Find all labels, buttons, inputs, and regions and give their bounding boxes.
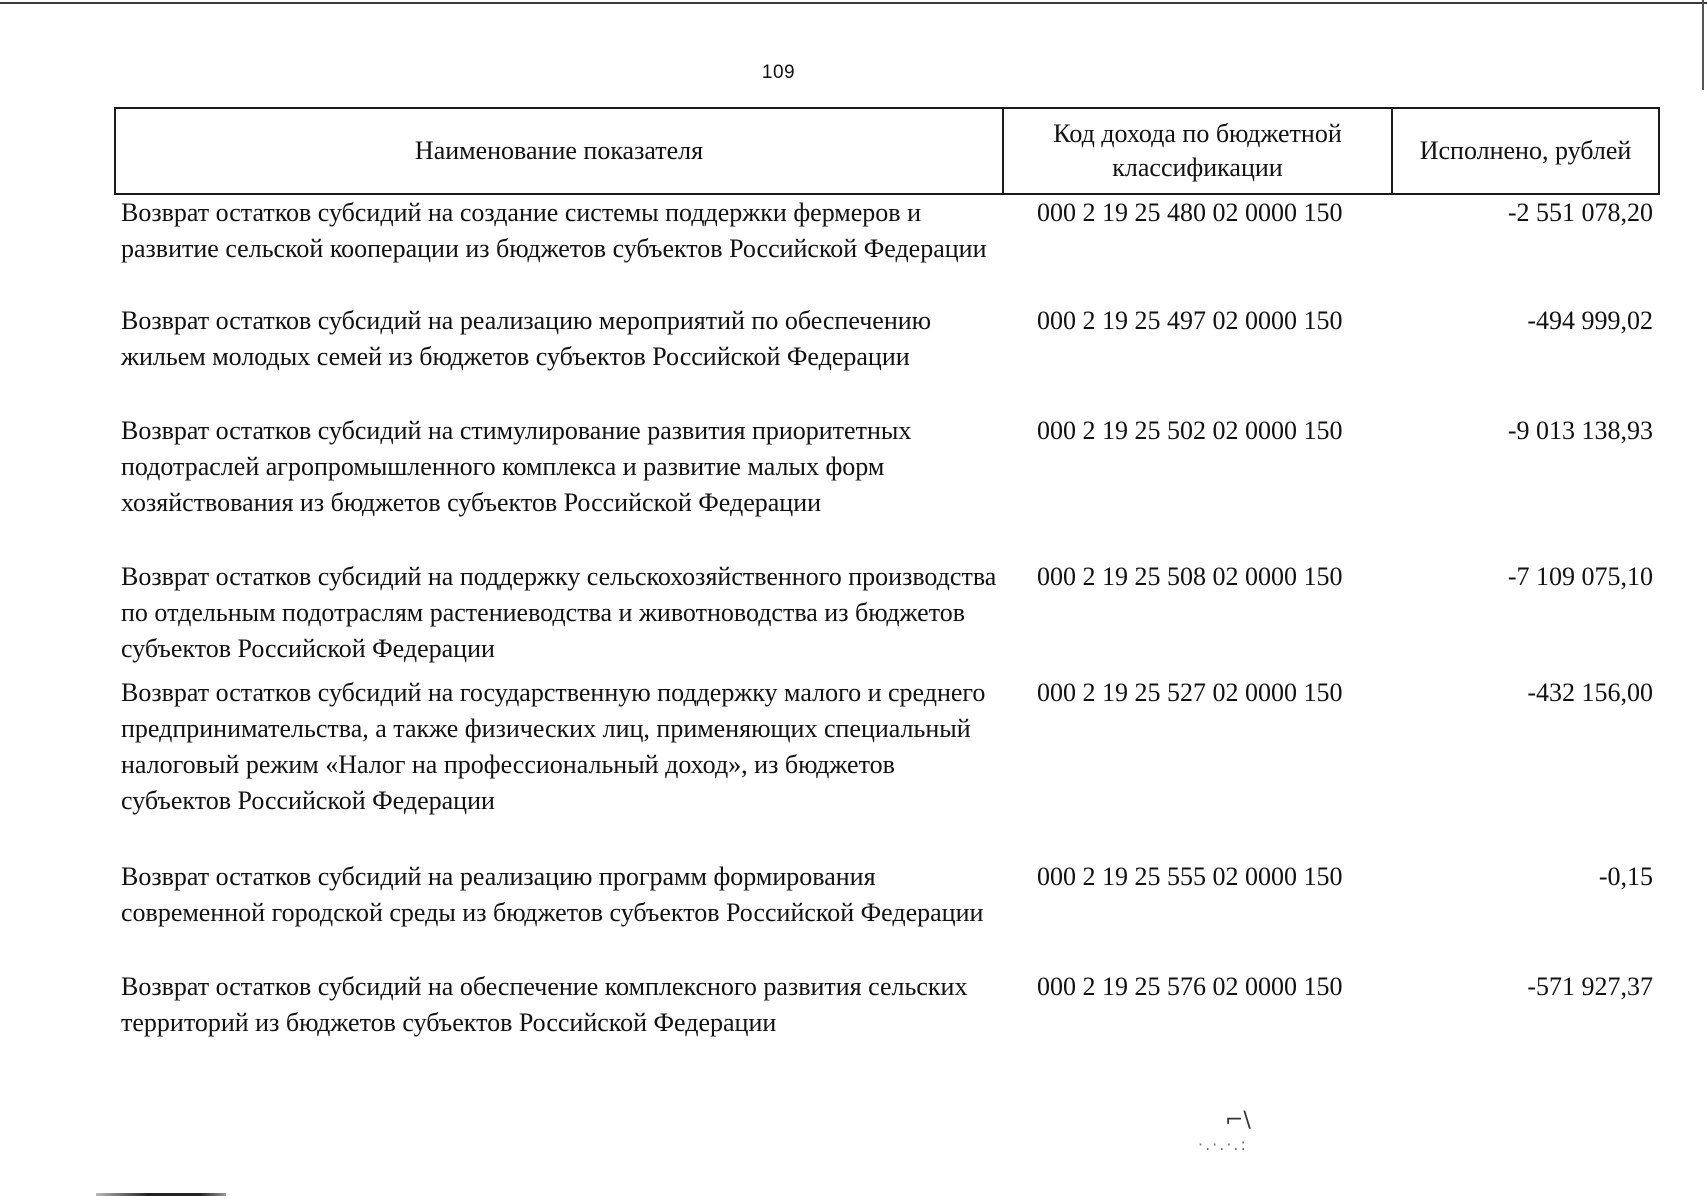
row-executed-sum: -432 156,00 — [1527, 678, 1653, 707]
row-indicator-name: Возврат остатков субсидий на обеспечение комплексного развития сельских территорий из бюджетов субъектов Российской Федерации — [121, 972, 968, 1037]
budget-income-table — [114, 107, 1660, 1049]
table-row — [115, 194, 1659, 303]
page-number: 109 — [761, 62, 796, 83]
table-row — [115, 559, 1659, 675]
table-row — [115, 413, 1659, 559]
table-row — [115, 969, 1659, 1049]
row-indicator-name: Возврат остатков субсидий на стимулирование развития приоритетных подотраслей агропромышленного комплекса и развитие малых форм хозяйствования из бюджетов субъектов Российской Федерации — [121, 416, 912, 517]
scan-edge-line — [0, 2, 1707, 4]
row-income-code: 000 2 19 25 527 02 0000 150 — [1037, 678, 1343, 707]
row-income-code: 000 2 19 25 502 02 0000 150 — [1037, 416, 1343, 445]
row-indicator-name: Возврат остатков субсидий на создание системы поддержки фермеров и развитие сельской кооперации из бюджетов субъектов Российской Федерации — [121, 198, 987, 263]
row-income-code: 000 2 19 25 555 02 0000 150 — [1037, 862, 1343, 891]
table-row — [115, 303, 1659, 413]
row-executed-sum: -0,15 — [1598, 862, 1653, 891]
table-row — [115, 859, 1659, 969]
row-income-code: 000 2 19 25 497 02 0000 150 — [1037, 306, 1343, 335]
row-indicator-name: Возврат остатков субсидий на поддержку сельскохозяйственного производства по отдельным подотраслям растениеводства и животноводства из бюджетов субъектов Российской Федерации — [121, 562, 997, 663]
row-executed-sum: -2 551 078,20 — [1507, 198, 1653, 227]
scan-artifact-line — [96, 1193, 226, 1196]
row-income-code: 000 2 19 25 576 02 0000 150 — [1037, 972, 1343, 1001]
table-row — [115, 675, 1659, 859]
row-indicator-name: Возврат остатков субсидий на реализацию мероприятий по обеспечению жильем молодых семей из бюджетов субъектов Российской Федерации — [121, 306, 932, 371]
header-income-code: Код дохода по бюджетной классификации — [1003, 108, 1392, 194]
table-header — [115, 108, 1659, 194]
scan-artifact-dots: ·.·.·.: — [1198, 1135, 1248, 1154]
header-row — [115, 108, 1659, 194]
row-indicator-name: Возврат остатков субсидий на государственную поддержку малого и среднего предпринимательства, а также физических лиц, применяющих специальный налоговый режим «Налог на профессиональный доход», из бюджетов субъектов Российской Федерации — [121, 678, 986, 815]
row-executed-sum: -494 999,02 — [1527, 306, 1653, 335]
scan-artifact-mark: ⌐\ — [1225, 1108, 1251, 1133]
row-indicator-name: Возврат остатков субсидий на реализацию программ формирования современной городской среды из бюджетов субъектов Российской Федерации — [121, 862, 984, 927]
header-executed-sum: Исполнено, рублей — [1392, 108, 1659, 194]
row-income-code: 000 2 19 25 480 02 0000 150 — [1037, 198, 1343, 227]
table-body — [115, 194, 1659, 1049]
budget-table-container — [114, 107, 1658, 1049]
row-executed-sum: -7 109 075,10 — [1507, 562, 1653, 591]
header-indicator-name: Наименование показателя — [115, 108, 1003, 194]
row-executed-sum: -571 927,37 — [1527, 972, 1653, 1001]
row-income-code: 000 2 19 25 508 02 0000 150 — [1037, 562, 1343, 591]
row-executed-sum: -9 013 138,93 — [1507, 416, 1653, 445]
